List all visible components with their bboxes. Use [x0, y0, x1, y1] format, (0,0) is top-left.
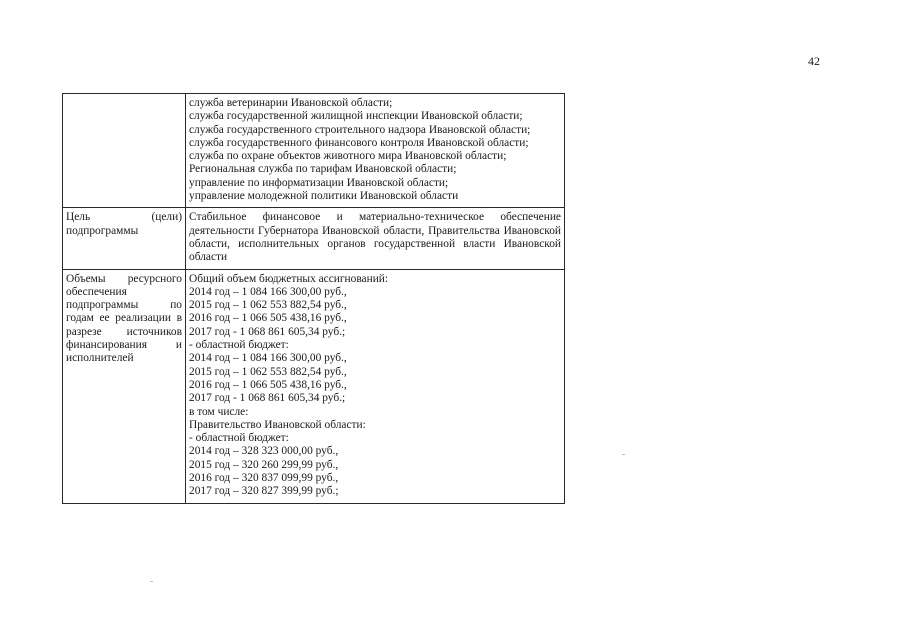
list-item: служба по охране объектов животного мира Ивановской области;	[189, 150, 507, 163]
funding-details	[186, 269, 565, 503]
row-label-goal: Цель (цели) подпрограммы	[63, 208, 186, 269]
table-row-executors	[63, 94, 565, 208]
funding-line: 2017 год – 320 827 399,99 руб.;	[189, 485, 339, 498]
funding-line: Общий объем бюджетных ассигнований:	[189, 272, 389, 285]
funding-line: - областной бюджет:	[189, 432, 289, 445]
funding-line: 2015 год – 320 260 299,99 руб.,	[189, 458, 339, 471]
scan-speck	[622, 454, 625, 455]
list-item: служба государственной жилищной инспекции Ивановской области;	[189, 110, 523, 123]
goal-text	[186, 208, 565, 269]
funding-line: 2014 год – 328 323 000,00 руб.,	[189, 445, 339, 458]
list-item: служба государственного строительного надзора Ивановской области;	[189, 123, 531, 136]
funding-line: 2016 год – 1 066 505 438,16 руб.,	[189, 312, 347, 325]
list-item: служба государственного финансового контроля Ивановской области;	[189, 136, 529, 149]
table-row-goal	[63, 208, 565, 269]
funding-line: 2014 год – 1 084 166 300,00 руб.,	[189, 352, 347, 365]
funding-line: 2014 год – 1 084 166 300,00 руб.,	[189, 285, 347, 298]
row-label-empty	[63, 94, 186, 208]
list-item: служба ветеринарии Ивановской области;	[189, 97, 393, 109]
list-item: Региональная служба по тарифам Ивановской области;	[189, 163, 457, 176]
funding-line: в том числе:	[189, 405, 249, 418]
executors-list	[186, 94, 565, 208]
funding-line: 2015 год – 1 062 553 882,54 руб.,	[189, 299, 347, 312]
funding-line: 2017 год - 1 068 861 605,34 руб.;	[189, 325, 346, 338]
row-label-funding: Объемы ресурсного обеспечения подпрограммы по годам ее реализации в разрезе источников финансирования и исполнителей	[63, 269, 186, 503]
funding-line: 2016 год – 320 837 099,99 руб.,	[189, 472, 339, 485]
list-item: управление молодежной политики Ивановской области	[189, 190, 459, 203]
funding-line: Правительство Ивановской области:	[189, 418, 366, 431]
table-row-funding	[63, 269, 565, 503]
funding-line: 2016 год – 1 066 505 438,16 руб.,	[189, 378, 347, 391]
funding-line: - областной бюджет:	[189, 339, 289, 352]
page-number: 42	[808, 54, 820, 68]
scan-speck	[150, 581, 153, 582]
funding-line: 2017 год - 1 068 861 605,34 руб.;	[189, 392, 346, 405]
goal-paragraph: Стабильное финансовое и материально-техническое обеспечение деятельности Губернатора Ивановской области, Правительства Ивановской области, исполнительных органов государственной власти Ивановской области	[189, 211, 561, 264]
list-item: управление по информатизации Ивановской области;	[189, 176, 449, 189]
funding-line: 2015 год – 1 062 553 882,54 руб.,	[189, 365, 347, 378]
program-passport-table	[62, 93, 565, 504]
